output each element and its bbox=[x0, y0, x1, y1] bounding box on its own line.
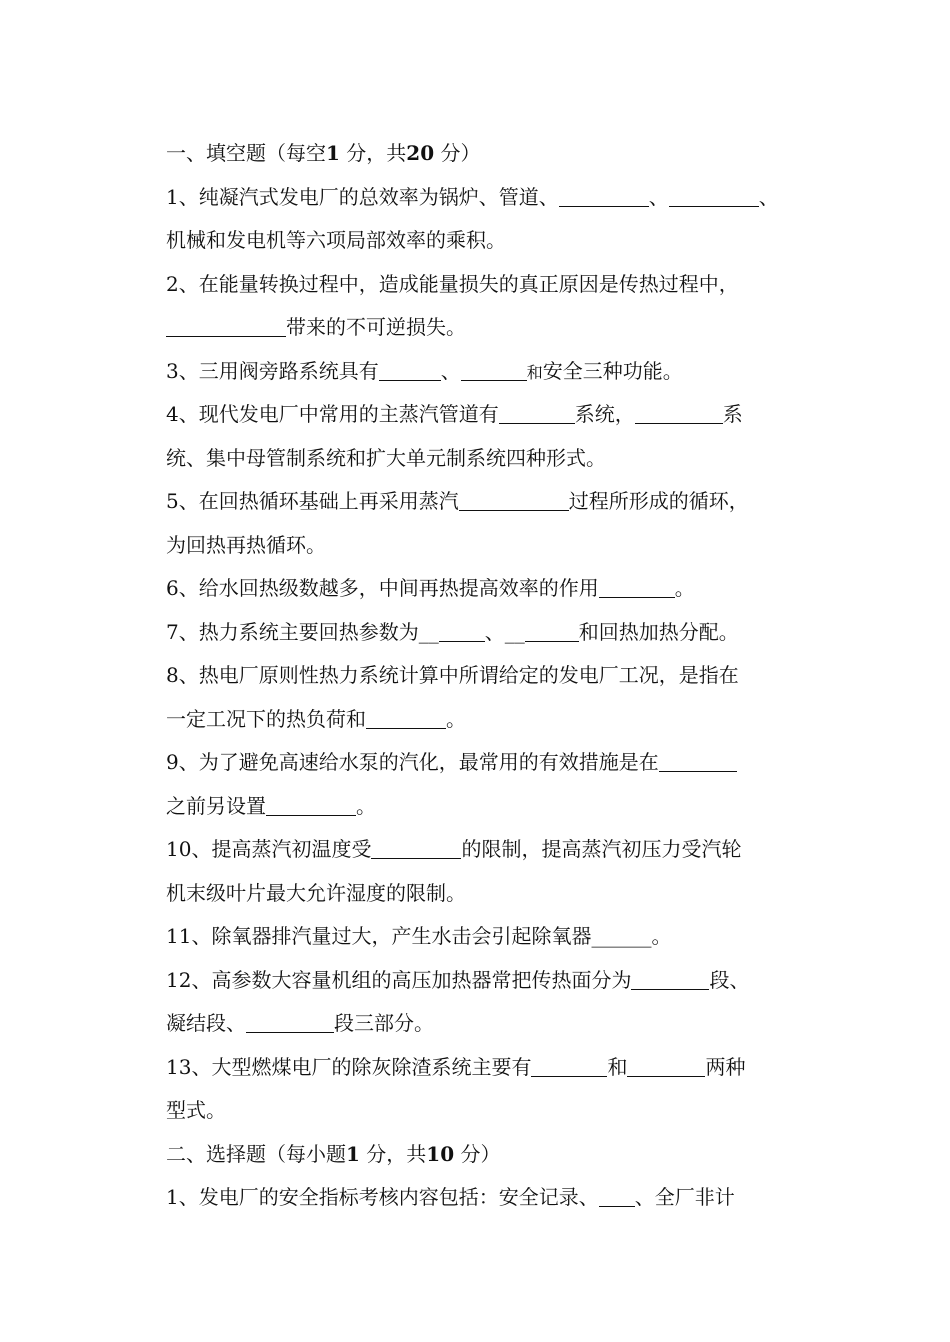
question-text: 型式。 bbox=[166, 1098, 226, 1122]
question-1-line-2 bbox=[166, 219, 786, 263]
question-text: 和 bbox=[607, 1054, 628, 1079]
answer-blank[interactable] bbox=[599, 575, 675, 598]
answer-blank[interactable] bbox=[599, 1184, 635, 1207]
question-7 bbox=[166, 611, 786, 655]
question-text: 段、 bbox=[709, 967, 750, 992]
section-heading-multiple-choice bbox=[166, 1133, 786, 1177]
question-text: 。 bbox=[446, 706, 466, 731]
question-10 bbox=[166, 828, 786, 872]
question-text: 和 bbox=[526, 362, 543, 382]
heading-number: 10 bbox=[426, 1141, 455, 1166]
question-2 bbox=[166, 263, 786, 307]
question-8 bbox=[166, 654, 786, 698]
answer-blank[interactable] bbox=[166, 314, 286, 337]
question-text: 5、在回热循环基础上再采用蒸汽 bbox=[166, 489, 459, 513]
question-text: 1、纯凝汽式发电厂的总效率为锅炉、管道、 bbox=[166, 184, 559, 209]
question-text: 。 bbox=[674, 576, 695, 600]
question-text: 9、为了避免高速给水泵的汽化，最常用的有效措施是在 bbox=[166, 750, 659, 774]
question-text: 13、大型燃煤电厂的除灰除渣系统主要有 bbox=[166, 1054, 532, 1079]
question-text: 为回热再热循环。 bbox=[166, 532, 326, 557]
answer-blank[interactable] bbox=[366, 706, 446, 729]
question-text: 带来的不可逆损失。 bbox=[286, 315, 466, 339]
question-13-line-2 bbox=[166, 1089, 786, 1133]
question-text: 、全厂非计 bbox=[634, 1185, 735, 1209]
question-9-line-2 bbox=[166, 785, 786, 829]
question-text: 之前另设置 bbox=[166, 793, 266, 818]
answer-blank[interactable] bbox=[379, 358, 441, 381]
answer-blank[interactable] bbox=[439, 619, 485, 642]
question-text: 、__ bbox=[484, 619, 525, 644]
question-text: 段三部分。 bbox=[334, 1011, 434, 1035]
answer-blank[interactable] bbox=[559, 184, 649, 207]
question-text: 机械和发电机等六项局部效率的乘积。 bbox=[166, 228, 506, 252]
answer-blank[interactable] bbox=[461, 358, 527, 381]
answer-blank[interactable] bbox=[499, 401, 575, 424]
question-3 bbox=[166, 350, 786, 394]
choice-question-1 bbox=[166, 1176, 786, 1220]
question-13 bbox=[166, 1046, 786, 1090]
heading-text: 分） bbox=[460, 1141, 501, 1166]
heading-text: 二、选择题（每小题 bbox=[166, 1141, 346, 1166]
question-4 bbox=[166, 393, 786, 437]
question-text: 安全三种功能。 bbox=[542, 358, 683, 383]
answer-blank[interactable] bbox=[659, 749, 737, 772]
question-1 bbox=[166, 176, 786, 220]
question-12-line-2 bbox=[166, 1002, 786, 1046]
heading-text: 分，共 bbox=[346, 141, 407, 165]
heading-text: 分） bbox=[440, 141, 481, 165]
question-text: 7、热力系统主要回热参数为__ bbox=[166, 619, 439, 644]
heading-number: 1 bbox=[346, 1141, 360, 1166]
question-text: 8、热电厂原则性热力系统计算中所谓给定的发电厂工况，是指在 bbox=[166, 663, 739, 687]
answer-blank[interactable] bbox=[266, 793, 356, 816]
question-text: 系统， bbox=[574, 402, 635, 426]
question-9 bbox=[166, 741, 786, 785]
question-text: 1、发电厂的安全指标考核内容包括：安全记录、 bbox=[166, 1185, 599, 1209]
question-text: 和回热加热分配。 bbox=[578, 619, 739, 644]
heading-number: 20 bbox=[406, 141, 435, 165]
question-5-line-2 bbox=[166, 524, 786, 568]
question-8-line-2 bbox=[166, 698, 786, 742]
question-text: 凝结段、 bbox=[166, 1011, 246, 1035]
question-text: 3、三用阀旁路系统具有 bbox=[166, 358, 379, 383]
answer-blank[interactable] bbox=[627, 1054, 705, 1077]
question-2-line-2 bbox=[166, 306, 786, 350]
question-4-line-2 bbox=[166, 437, 786, 481]
question-text: 。 bbox=[356, 793, 376, 818]
answer-blank[interactable] bbox=[246, 1010, 334, 1033]
question-text: 10、提高蒸汽初温度受 bbox=[166, 837, 372, 861]
answer-blank[interactable] bbox=[459, 488, 569, 511]
question-text: 的限制，提高蒸汽初压力受汽轮 bbox=[461, 837, 742, 861]
question-12 bbox=[166, 959, 786, 1003]
question-text: 两种 bbox=[705, 1054, 746, 1079]
answer-blank[interactable] bbox=[531, 1054, 607, 1077]
question-text: 、 bbox=[758, 184, 779, 209]
question-text: 过程所形成的循环， bbox=[568, 489, 749, 513]
question-text: 12、高参数大容量机组的高压加热器常把传热面分为 bbox=[166, 967, 632, 992]
question-text: 一定工况下的热负荷和 bbox=[166, 706, 366, 731]
answer-blank[interactable] bbox=[371, 836, 461, 859]
question-10-line-2 bbox=[166, 872, 786, 916]
heading-text: 一、填空题（每空 bbox=[166, 141, 326, 165]
question-11 bbox=[166, 915, 786, 959]
question-text: 、 bbox=[648, 184, 669, 209]
question-text: 4、现代发电厂中常用的主蒸汽管道有 bbox=[166, 402, 499, 426]
heading-number: 1 bbox=[326, 141, 340, 165]
answer-blank[interactable] bbox=[669, 184, 759, 207]
question-text: 系 bbox=[722, 402, 743, 426]
section-heading-fill-blank bbox=[166, 132, 786, 176]
question-text: 、 bbox=[440, 358, 461, 383]
exam-page bbox=[166, 132, 786, 1220]
question-5 bbox=[166, 480, 786, 524]
question-text: 机末级叶片最大允许湿度的限制。 bbox=[166, 880, 466, 905]
answer-blank[interactable] bbox=[635, 401, 723, 424]
answer-blank[interactable] bbox=[631, 967, 709, 990]
heading-text: 分，共 bbox=[366, 1141, 427, 1166]
question-text: 11、除氧器排汽量过大，产生水击会引起除氧器______。 bbox=[166, 924, 672, 948]
answer-blank[interactable] bbox=[525, 619, 579, 642]
question-text: 6、给水回热级数越多，中间再热提高效率的作用 bbox=[166, 576, 599, 600]
question-text: 2、在能量转换过程中，造成能量损失的真正原因是传热过程中， bbox=[166, 271, 739, 296]
question-6 bbox=[166, 567, 786, 611]
question-text: 统、集中母管制系统和扩大单元制系统四种形式。 bbox=[166, 445, 606, 470]
